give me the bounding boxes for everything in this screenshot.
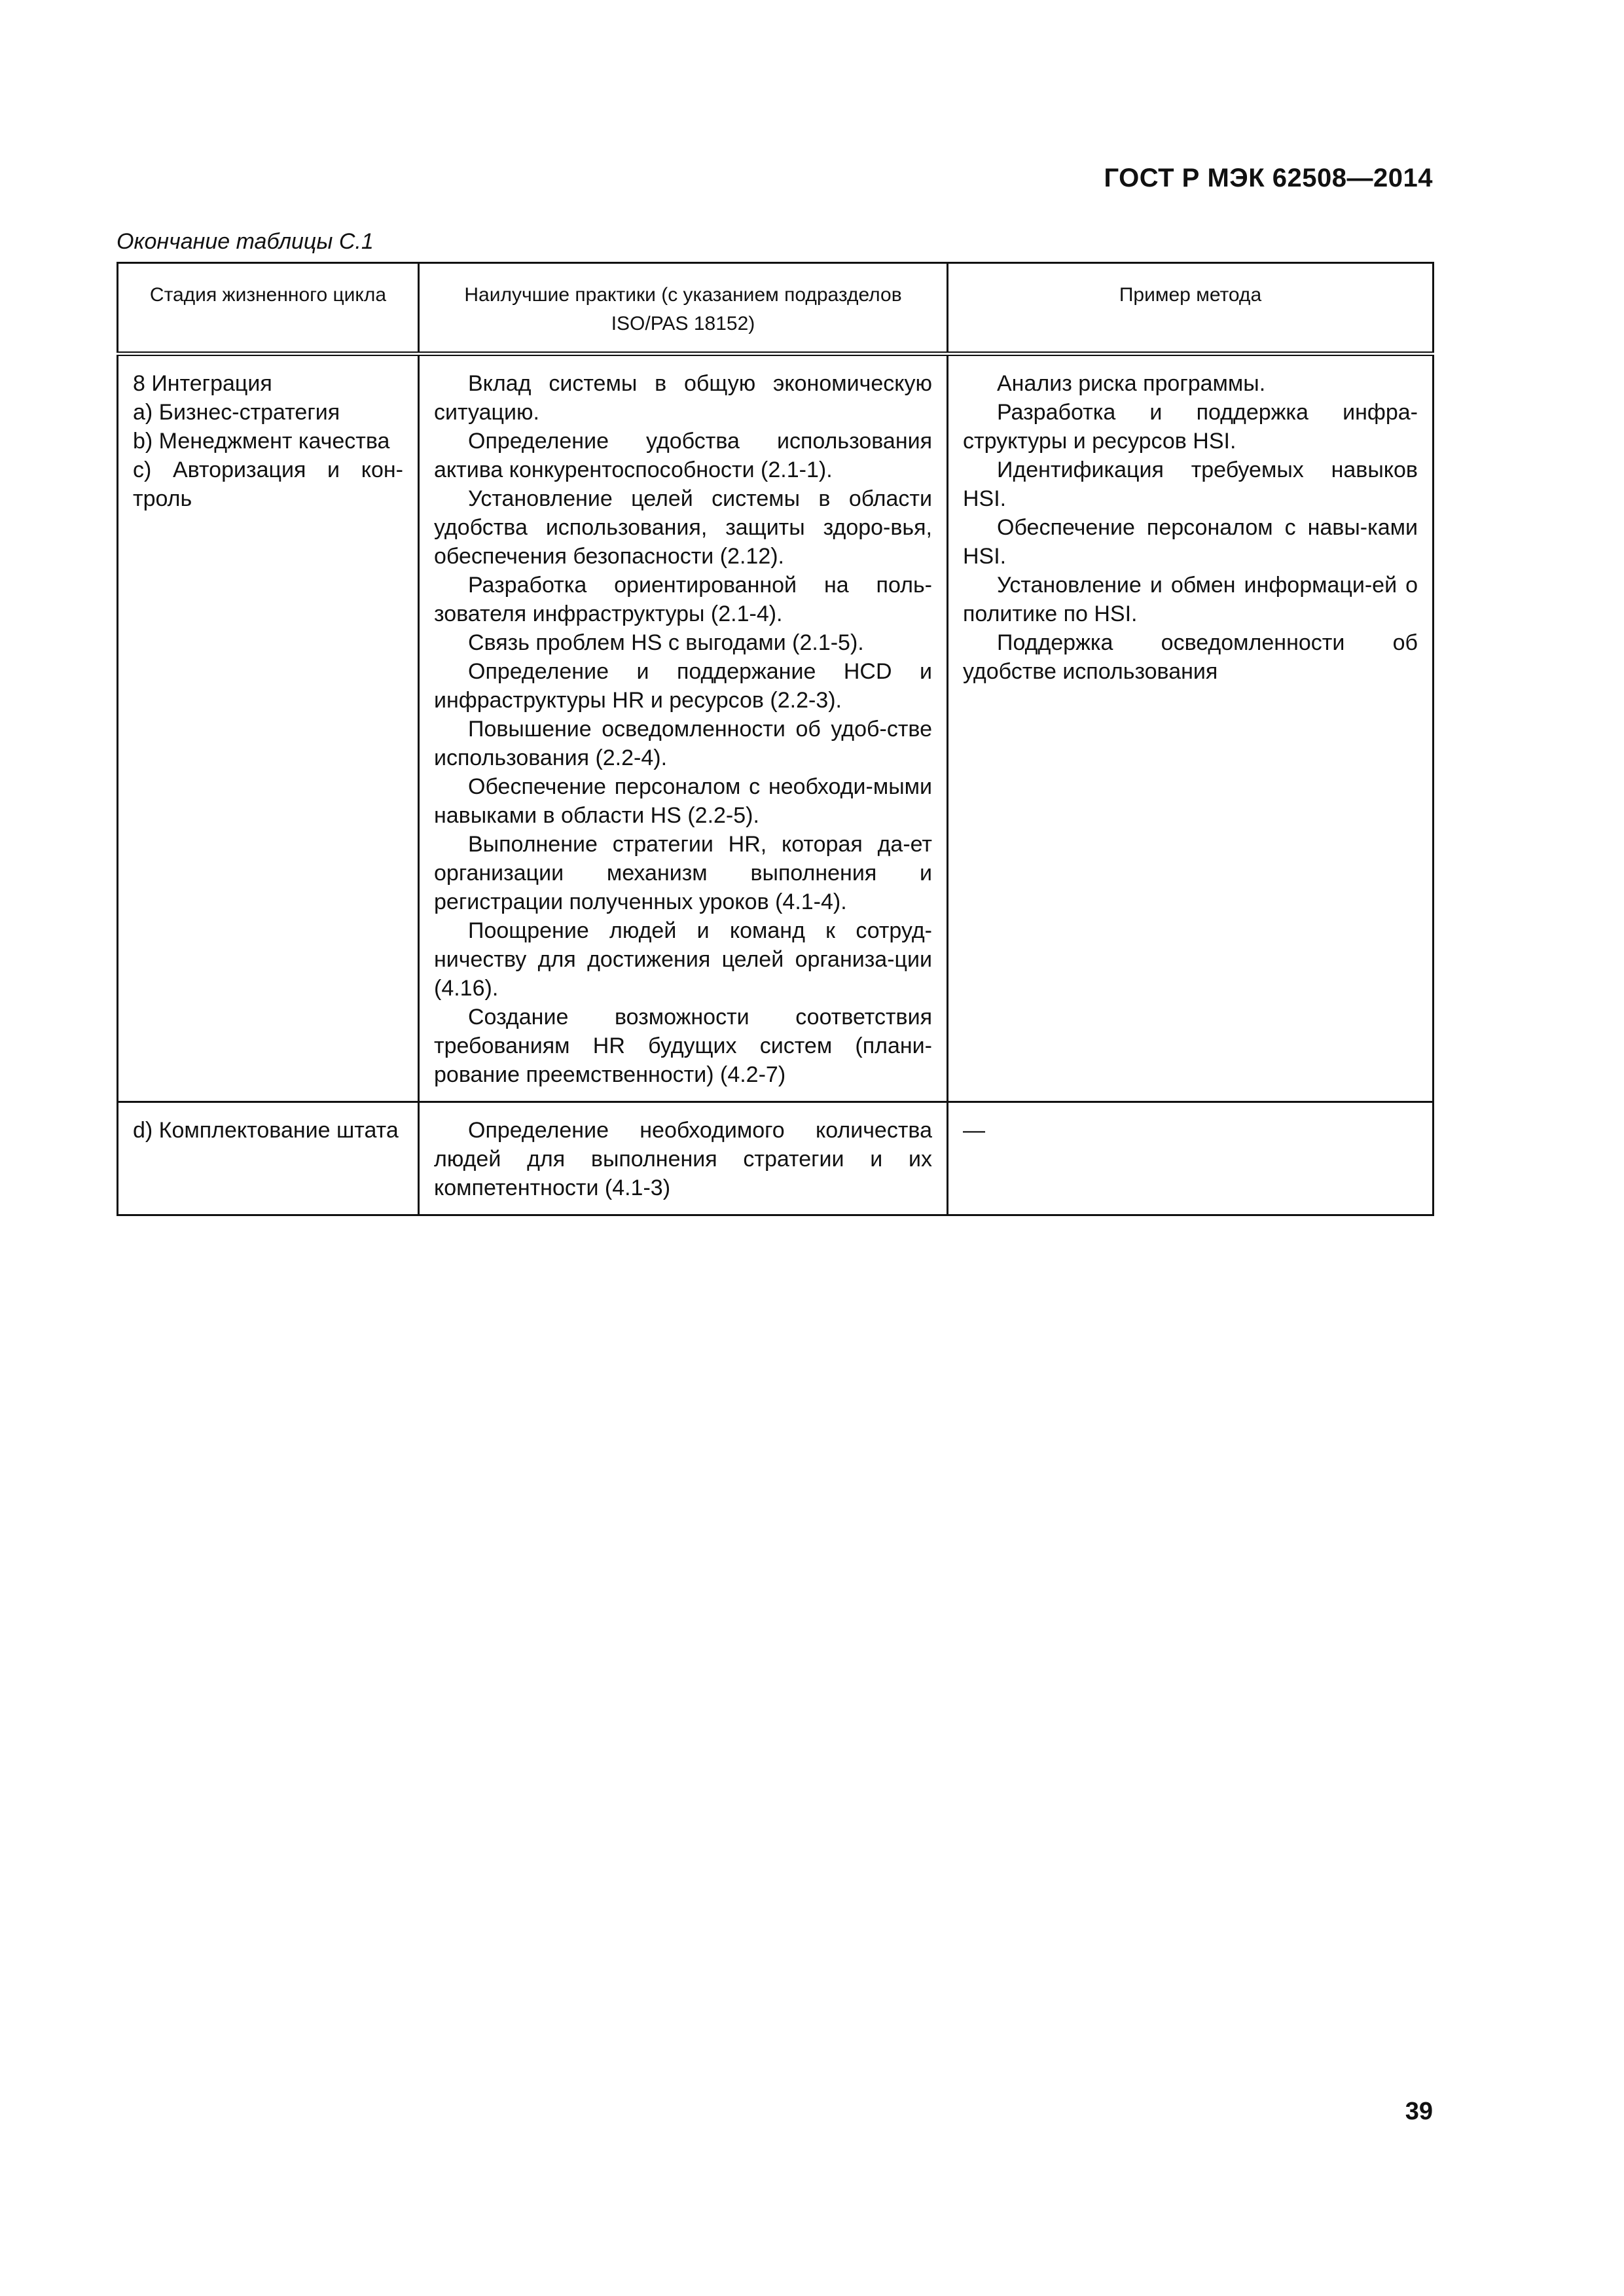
stage-line: c) Авторизация и кон-троль (133, 457, 403, 511)
column-header-stage: Стадия жизненного цикла (118, 263, 419, 354)
practice-item: Поощрение людей и команд к сотруд-ничеству для достижения целей организа-ции (4.16). (434, 918, 932, 1001)
practices-cell (419, 354, 948, 1102)
method-item: Установление и обмен информаци-ей о политике по HSI. (963, 573, 1418, 626)
table-row (118, 354, 1434, 1102)
table-row (118, 1102, 1434, 1215)
method-item: Разработка и поддержка инфра-структуры и ресурсов HSI. (963, 400, 1418, 454)
practice-item: Выполнение стратегии HR, которая да-ет организации механизм выполнения и регистрации полученных уроков (4.1-4). (434, 832, 932, 914)
practice-item: Определение и поддержание HCD и инфраструктуры HR и ресурсов (2.2-3). (434, 659, 932, 713)
method-dash: — (963, 1118, 985, 1143)
practice-item: Повышение осведомленности об удоб-стве использования (2.2-4). (434, 717, 932, 770)
stage-line: a) Бизнес-стратегия (133, 400, 340, 425)
method-item: Обеспечение персоналом с навы-ками HSI. (963, 515, 1418, 569)
practices-cell (419, 1102, 948, 1215)
practice-item: Связь проблем HS с выгодами (2.1-5). (468, 630, 864, 655)
practice-item: Создание возможности соответствия требованиям HR будущих систем (плани-рование преемственности) (4.2-7) (434, 1005, 932, 1087)
practice-item: Разработка ориентированной на поль-зователя инфраструктуры (2.1-4). (434, 573, 932, 626)
practice-item: Вклад системы в общую экономическую ситуацию. (434, 371, 932, 425)
column-header-practices: Наилучшие практики (с указанием подразделов ISO/PAS 18152) (419, 263, 948, 354)
method-item: Идентификация требуемых навыков HSI. (963, 457, 1418, 511)
stage-line: 8 Интеграция (133, 371, 272, 396)
practice-item: Установление целей системы в области удобства использования, защиты здоро-вья, обеспечения безопасности (2.12). (434, 486, 932, 569)
methods-cell (948, 354, 1434, 1102)
document-code: ГОСТ Р МЭК 62508—2014 (1104, 164, 1433, 192)
column-header-method: Пример метода (948, 263, 1434, 354)
stage-cell (118, 1102, 419, 1215)
lifecycle-practices-table (117, 262, 1434, 1216)
stage-line: d) Комплектование штата (133, 1118, 399, 1143)
methods-cell (948, 1102, 1434, 1215)
method-item: Поддержка осведомленности об удобстве использования (963, 630, 1418, 684)
stage-line: b) Менеджмент качества (133, 429, 390, 454)
method-item: Анализ риска программы. (997, 371, 1266, 396)
table-header-row (118, 263, 1434, 354)
practice-item: Определение необходимого количества людей для выполнения стратегии и их компетентности (4.1-3) (434, 1118, 932, 1200)
stage-cell (118, 354, 419, 1102)
page-number: 39 (1405, 2098, 1433, 2125)
practice-item: Определение удобства использования актива конкурентоспособности (2.1-1). (434, 429, 932, 482)
table-caption: Окончание таблицы С.1 (117, 229, 374, 254)
practice-item: Обеспечение персоналом с необходи-мыми навыками в области HS (2.2-5). (434, 774, 932, 828)
